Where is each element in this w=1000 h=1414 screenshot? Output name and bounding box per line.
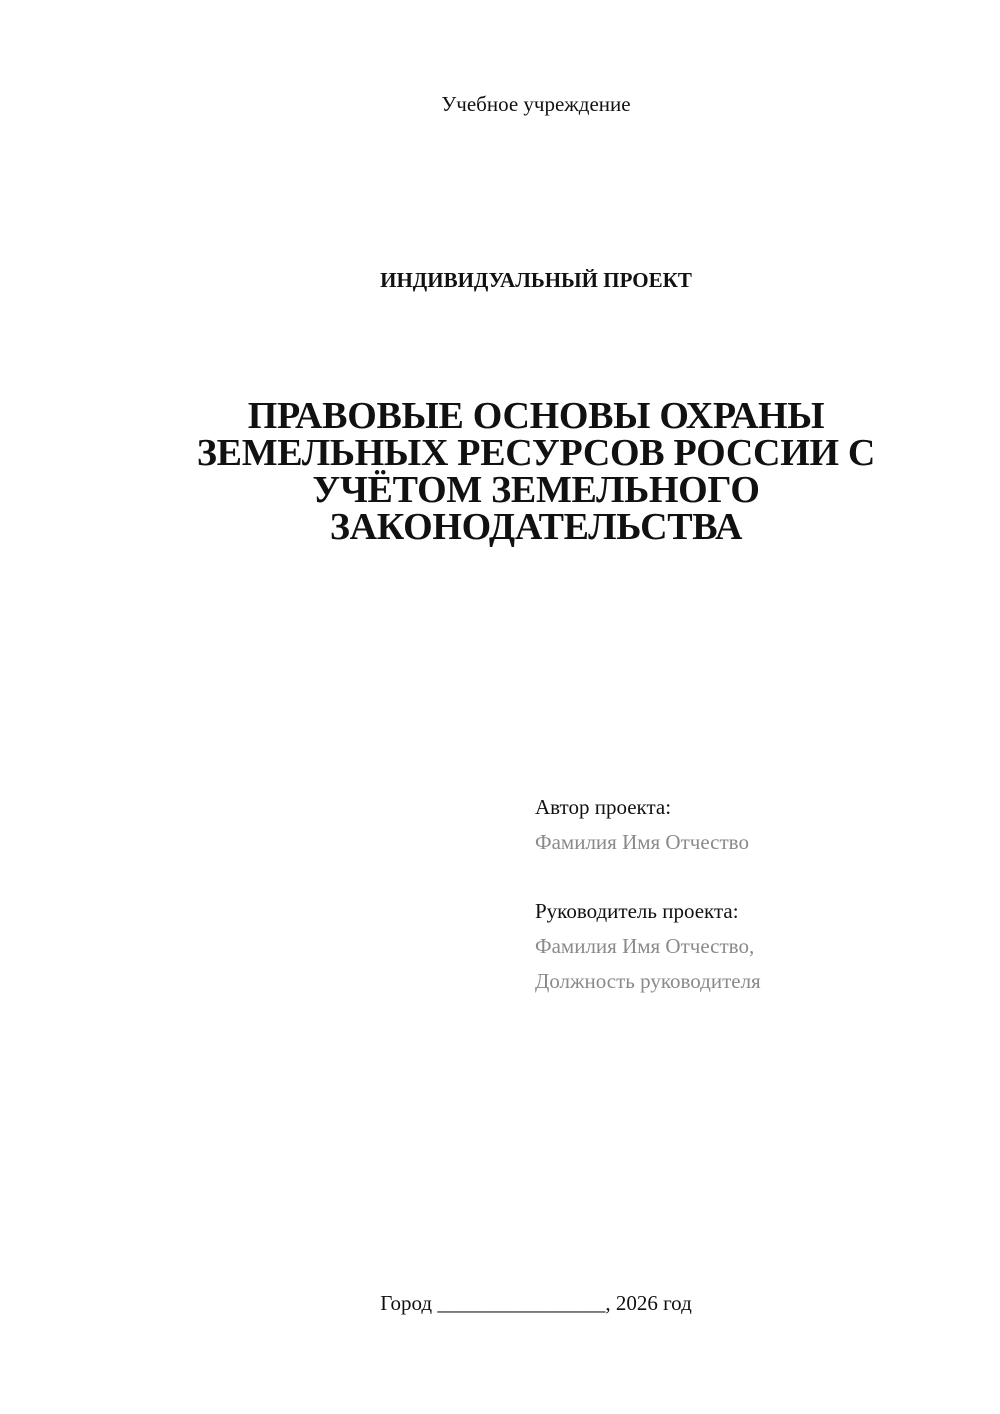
- project-title-line: ПРАВОВЫЕ ОСНОВЫ ОХРАНЫ: [247, 395, 825, 437]
- institution-name: Учебное учреждение: [441, 92, 631, 116]
- project-title: [150, 395, 922, 548]
- city-blank: ________________: [437, 1291, 606, 1315]
- supervisor-name-placeholder: Фамилия Имя Отчество,: [535, 934, 755, 958]
- project-title-line: ЗАКОНОДАТЕЛЬСТВА: [329, 506, 743, 548]
- credits-block: [535, 790, 955, 999]
- project-type-heading: ИНДИВИДУАЛЬНЫЙ ПРОЕКТ: [380, 268, 692, 292]
- supervisor-position-placeholder: Должность руководителя: [535, 969, 761, 993]
- project-title-line: ЗЕМЕЛЬНЫХ РЕСУРСОВ РОССИИ С: [196, 432, 876, 474]
- spacer: [535, 860, 955, 894]
- year-text: , 2026 год: [605, 1291, 692, 1315]
- city-year-line: [0, 1291, 1000, 1316]
- author-name-placeholder: Фамилия Имя Отчество: [535, 830, 749, 854]
- city-label: Город: [380, 1291, 433, 1315]
- author-label: Автор проекта:: [535, 795, 672, 819]
- supervisor-label: Руководитель проекта:: [535, 899, 739, 923]
- project-title-line: УЧЁТОМ ЗЕМЕЛЬНОГО: [312, 469, 760, 511]
